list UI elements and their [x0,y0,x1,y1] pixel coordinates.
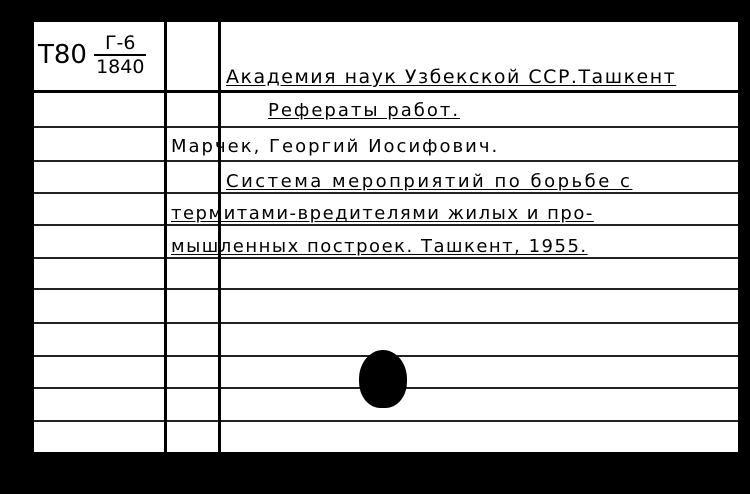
call-number-fraction [94,32,146,78]
author-line: Марчек, Георгий Иосифович. [171,136,500,157]
call-number-denominator: 1840 [96,56,145,78]
header-rule [34,90,738,93]
ruled-line [34,160,738,162]
punch-hole [359,350,407,408]
ruled-line [34,257,738,259]
title-line-2: термитами-вредителями жилых и про- [171,203,594,224]
institution-line: Академия наук Узбекской ССР.Ташкент [226,66,677,88]
ruled-line [34,322,738,324]
series-line: Рефераты работ. [268,100,461,121]
call-number-prefix: Т80 [38,40,87,70]
margin-rule [164,22,167,452]
ruled-line [34,224,738,226]
title-line-1: Система мероприятий по борьбе с [226,171,633,192]
call-number [38,32,146,78]
ruled-line [34,420,738,422]
ruled-line [34,192,738,194]
catalog-card [34,22,738,452]
ruled-line [34,288,738,290]
call-number-numerator: Г-6 [94,32,146,56]
title-line-3: мышленных построек. Ташкент, 1955. [171,236,588,257]
ruled-line [34,126,738,128]
